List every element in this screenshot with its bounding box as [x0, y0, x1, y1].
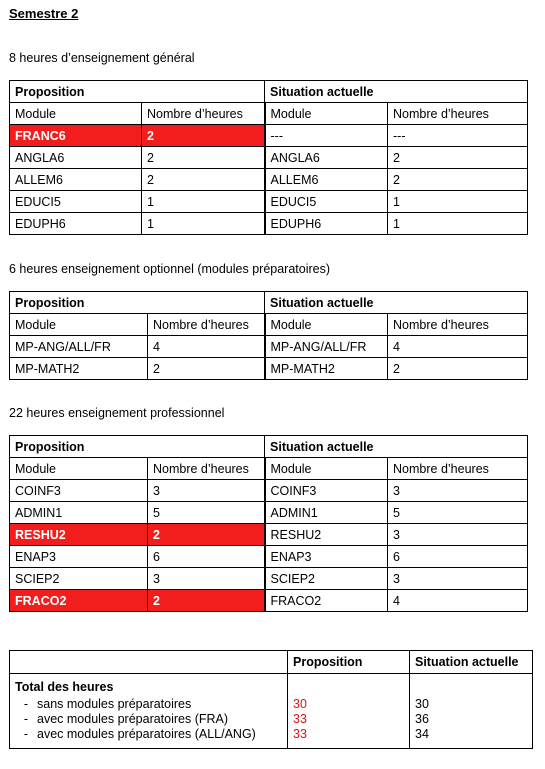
general-education-table — [9, 80, 528, 235]
table-row — [10, 169, 528, 191]
table-row — [10, 546, 528, 568]
situation-hours-cell: 6 — [388, 546, 528, 568]
situation-module-cell: --- — [265, 125, 388, 147]
col-module: Module — [10, 103, 142, 125]
situation-hours-cell: 2 — [388, 147, 528, 169]
col-module: Module — [265, 458, 388, 480]
proposition-module-cell: EDUPH6 — [10, 213, 142, 235]
table-row — [10, 480, 528, 502]
proposition-header: Proposition — [10, 81, 265, 103]
situation-module-cell: ENAP3 — [265, 546, 388, 568]
totals-line-3 — [15, 727, 287, 742]
table-header-row — [10, 81, 528, 103]
totals-header-row — [10, 651, 533, 674]
section-optional-label: 6 heures enseignement optionnel (modules préparatoires) — [9, 262, 331, 276]
situation-module-cell: ADMIN1 — [265, 502, 388, 524]
totals-proposition-value: 33 — [293, 712, 307, 726]
table-row — [10, 568, 528, 590]
column-header-row — [10, 314, 528, 336]
situation-hours-cell: 5 — [388, 502, 528, 524]
situation-hours-cell: 3 — [388, 568, 528, 590]
situation-module-cell: RESHU2 — [265, 524, 388, 546]
proposition-header: Proposition — [10, 292, 265, 314]
totals-proposition-value: 30 — [293, 697, 307, 711]
situation-hours-cell: 4 — [388, 336, 528, 358]
proposition-header: Proposition — [10, 436, 265, 458]
page-title: Semestre 2 — [9, 6, 79, 21]
table-row — [10, 147, 528, 169]
proposition-hours-cell: 2 — [148, 358, 265, 380]
table-row — [10, 125, 528, 147]
situation-module-cell: MP-MATH2 — [265, 358, 388, 380]
situation-hours-cell: 2 — [388, 358, 528, 380]
col-hours: Nombre d’heures — [142, 103, 265, 125]
optional-education-table — [9, 291, 528, 380]
situation-module-cell: EDUPH6 — [265, 213, 388, 235]
proposition-hours-cell: 5 — [148, 502, 265, 524]
totals-line-label: avec modules préparatoires (FRA) — [37, 712, 229, 726]
totals-table — [9, 650, 533, 749]
proposition-hours-cell: 1 — [142, 213, 265, 235]
situation-module-cell: ANGLA6 — [265, 147, 388, 169]
col-hours: Nombre d’heures — [388, 103, 528, 125]
totals-title: Total des heures — [15, 680, 114, 694]
col-hours: Nombre d’heures — [388, 314, 528, 336]
proposition-hours-cell: 2 — [142, 147, 265, 169]
proposition-module-cell: EDUCI5 — [10, 191, 142, 213]
situation-module-cell: EDUCI5 — [265, 191, 388, 213]
proposition-hours-cell: 3 — [148, 480, 265, 502]
proposition-module-cell: ENAP3 — [10, 546, 148, 568]
proposition-module-cell: FRACO2 — [10, 590, 148, 612]
table-row — [10, 590, 528, 612]
totals-line-1 — [15, 697, 287, 712]
situation-hours-cell: 2 — [388, 169, 528, 191]
proposition-module-cell: SCIEP2 — [10, 568, 148, 590]
table-header-row — [10, 292, 528, 314]
section-professional-label: 22 heures enseignement professionnel — [9, 406, 225, 420]
col-module: Module — [10, 458, 148, 480]
situation-module-cell: FRACO2 — [265, 590, 388, 612]
col-hours: Nombre d’heures — [148, 458, 265, 480]
col-hours: Nombre d’heures — [388, 458, 528, 480]
proposition-hours-cell: 2 — [142, 125, 265, 147]
table-row — [10, 191, 528, 213]
proposition-module-cell: COINF3 — [10, 480, 148, 502]
situation-module-cell: SCIEP2 — [265, 568, 388, 590]
proposition-hours-cell: 2 — [148, 590, 265, 612]
totals-body-row — [10, 674, 533, 749]
totals-blank-cell — [10, 651, 288, 674]
table-header-row — [10, 436, 528, 458]
proposition-hours-cell: 2 — [142, 169, 265, 191]
col-module: Module — [265, 103, 388, 125]
proposition-module-cell: MP-MATH2 — [10, 358, 148, 380]
situation-hours-cell: 4 — [388, 590, 528, 612]
proposition-hours-cell: 4 — [148, 336, 265, 358]
bullet-dash: - — [23, 712, 29, 726]
situation-header: Situation actuelle — [265, 292, 528, 314]
table-row — [10, 336, 528, 358]
totals-proposition-cell — [288, 674, 410, 749]
totals-situation-value: 30 — [415, 697, 429, 711]
table-row — [10, 358, 528, 380]
totals-line-2 — [15, 712, 287, 727]
col-module: Module — [10, 314, 148, 336]
proposition-module-cell: ANGLA6 — [10, 147, 142, 169]
table-row — [10, 524, 528, 546]
col-module: Module — [265, 314, 388, 336]
situation-hours-cell: 3 — [388, 480, 528, 502]
proposition-hours-cell: 6 — [148, 546, 265, 568]
situation-hours-cell: 3 — [388, 524, 528, 546]
totals-labels-cell — [10, 674, 288, 749]
totals-proposition-header: Proposition — [288, 651, 410, 674]
proposition-module-cell: FRANC6 — [10, 125, 142, 147]
proposition-module-cell: ADMIN1 — [10, 502, 148, 524]
professional-education-table — [9, 435, 528, 612]
column-header-row — [10, 103, 528, 125]
totals-situation-header: Situation actuelle — [410, 651, 533, 674]
situation-header: Situation actuelle — [265, 81, 528, 103]
proposition-hours-cell: 2 — [148, 524, 265, 546]
bullet-dash: - — [23, 727, 29, 741]
proposition-hours-cell: 1 — [142, 191, 265, 213]
situation-module-cell: COINF3 — [265, 480, 388, 502]
proposition-hours-cell: 3 — [148, 568, 265, 590]
column-header-row — [10, 458, 528, 480]
col-hours: Nombre d’heures — [148, 314, 265, 336]
situation-module-cell: MP-ANG/ALL/FR — [265, 336, 388, 358]
situation-hours-cell: --- — [388, 125, 528, 147]
situation-hours-cell: 1 — [388, 191, 528, 213]
situation-hours-cell: 1 — [388, 213, 528, 235]
totals-proposition-value: 33 — [293, 727, 307, 741]
totals-situation-cell — [410, 674, 533, 749]
situation-header: Situation actuelle — [265, 436, 528, 458]
totals-line-label: avec modules préparatoires (ALL/ANG) — [37, 727, 256, 741]
proposition-module-cell: RESHU2 — [10, 524, 148, 546]
section-general-label: 8 heures d’enseignement général — [9, 51, 195, 65]
table-row — [10, 213, 528, 235]
totals-line-label: sans modules préparatoires — [37, 697, 192, 711]
proposition-module-cell: MP-ANG/ALL/FR — [10, 336, 148, 358]
situation-module-cell: ALLEM6 — [265, 169, 388, 191]
proposition-module-cell: ALLEM6 — [10, 169, 142, 191]
totals-situation-value: 36 — [415, 712, 429, 726]
totals-situation-value: 34 — [415, 727, 429, 741]
table-row — [10, 502, 528, 524]
bullet-dash: - — [23, 697, 29, 711]
